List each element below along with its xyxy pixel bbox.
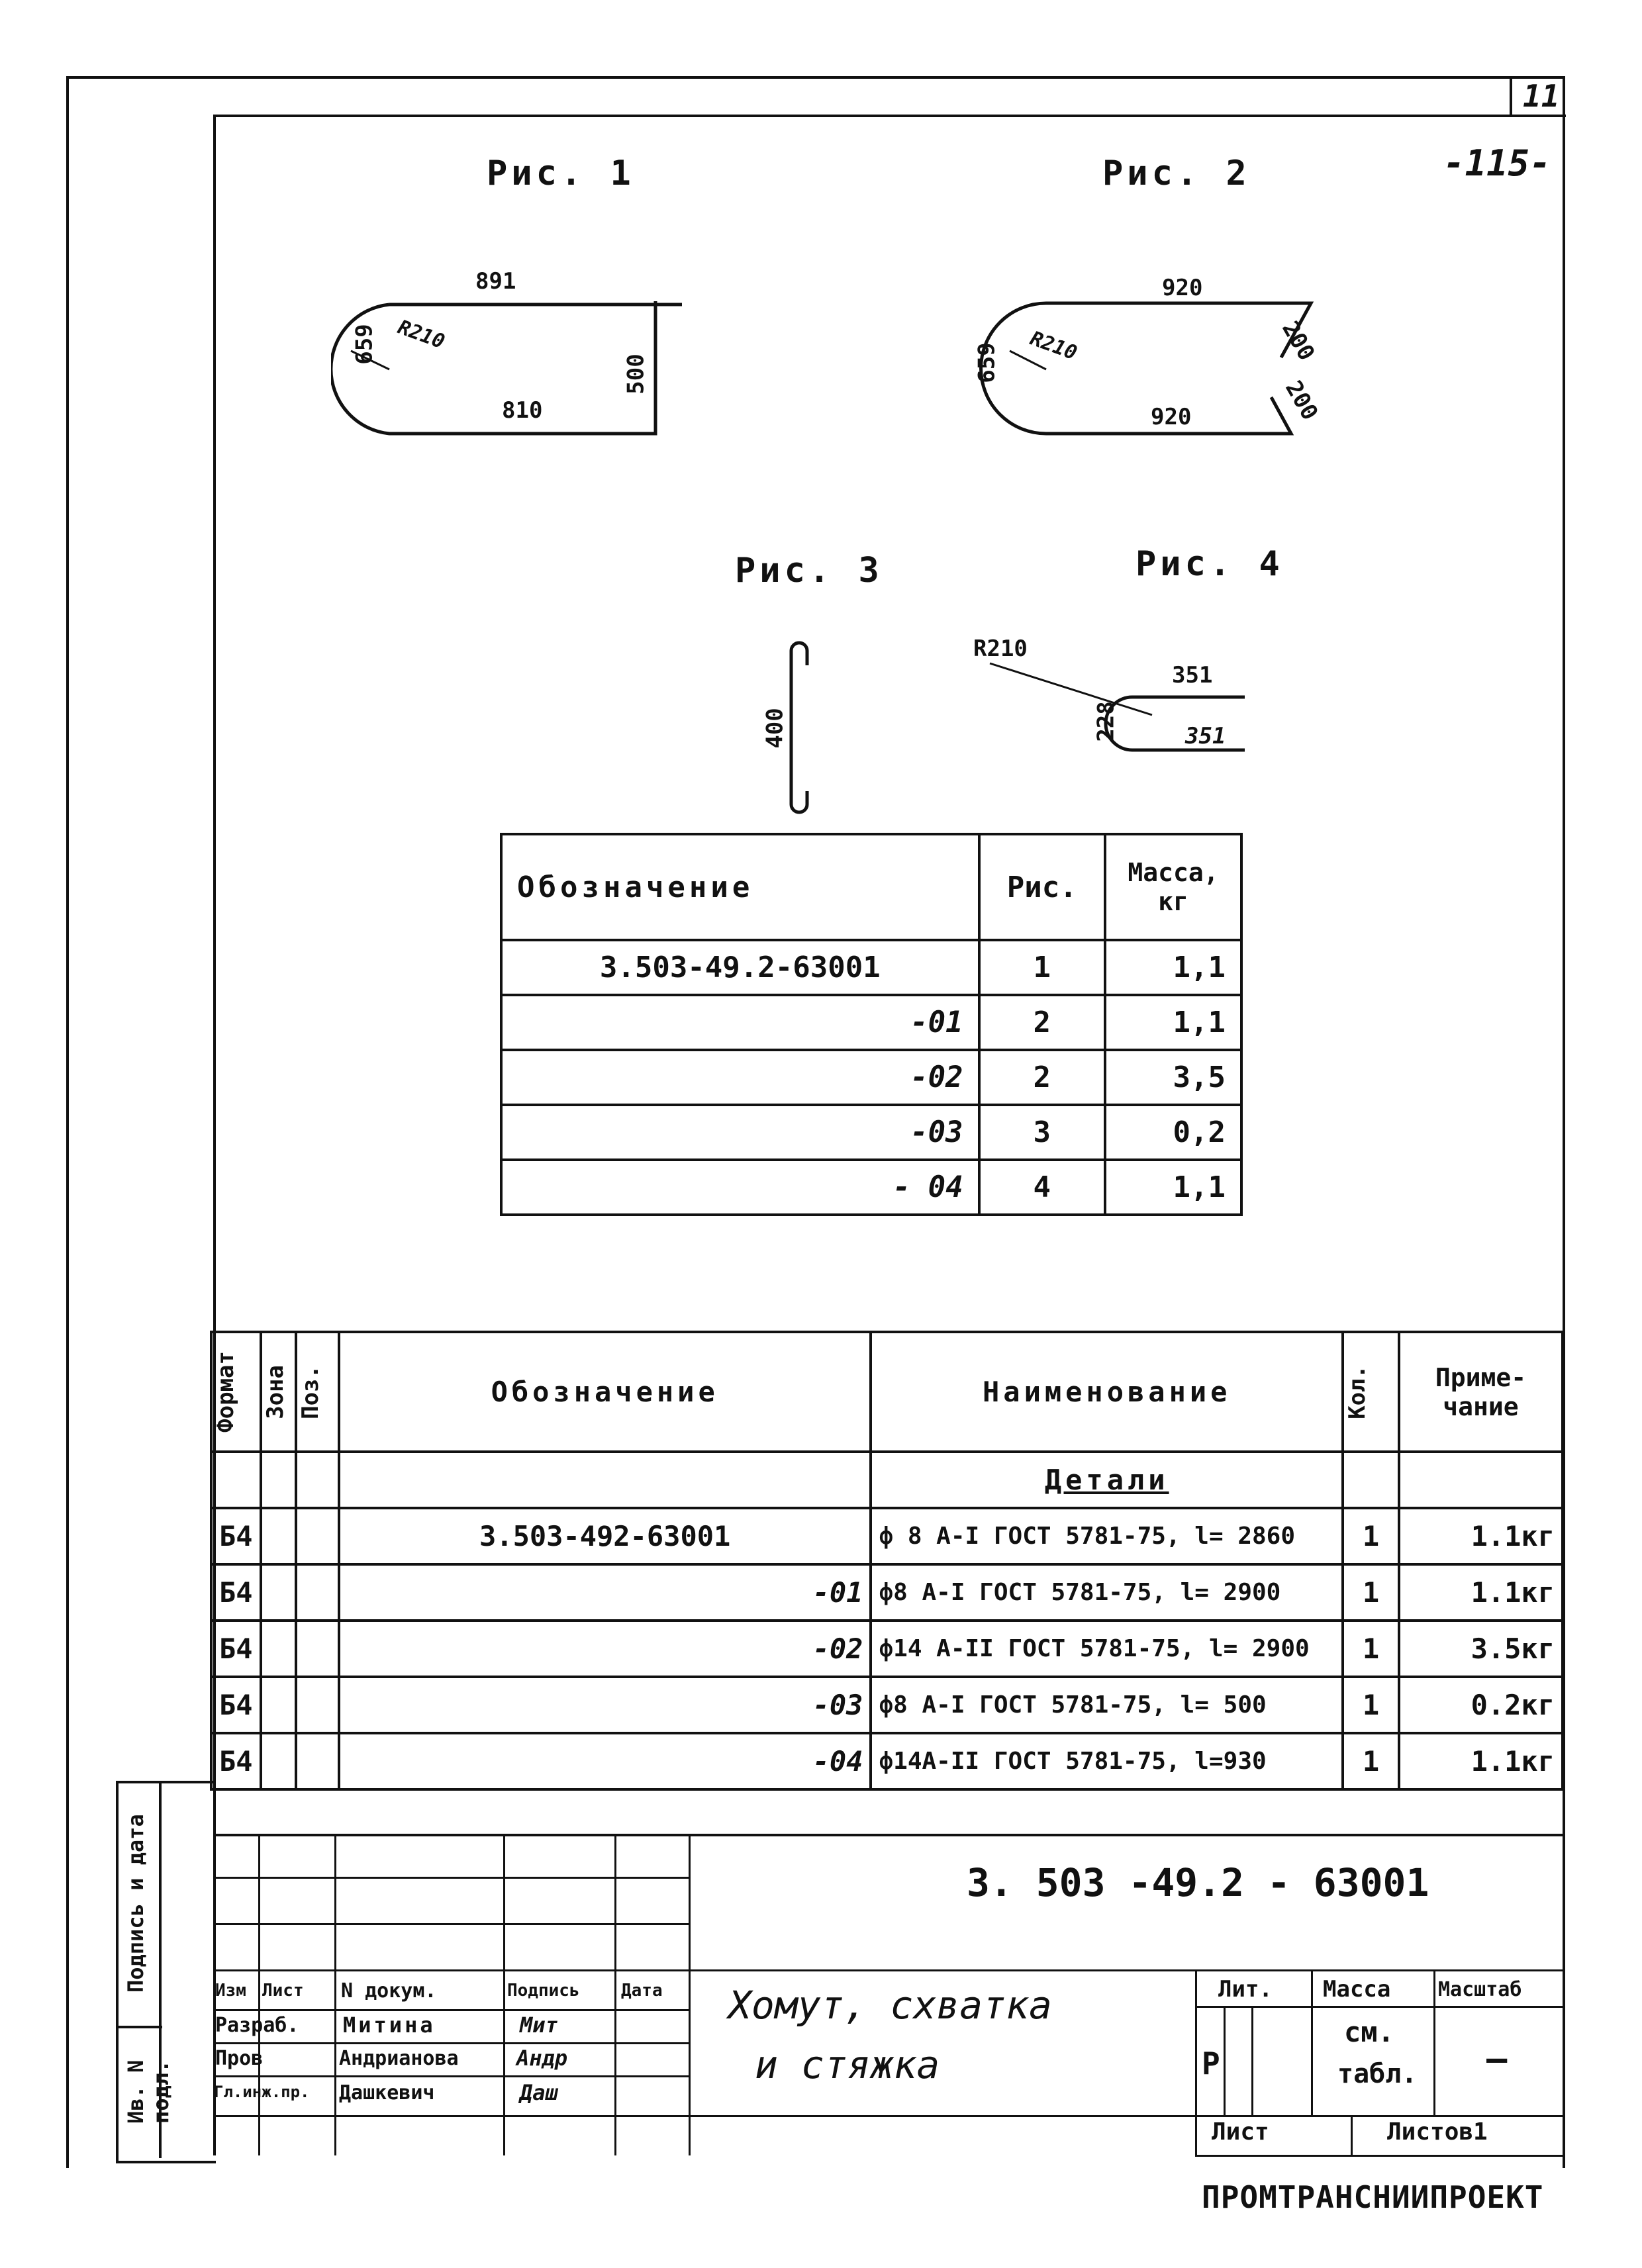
spec-header-format-text: Формат xyxy=(213,1351,239,1433)
tb-org-box-top xyxy=(1195,2155,1564,2157)
spec-header-name: Наименование xyxy=(871,1332,1343,1452)
corner-number: 11 xyxy=(1523,78,1560,114)
tb-hline xyxy=(1195,2006,1564,2008)
mass-row-designation: -03 xyxy=(501,1105,979,1160)
spec-cell-empty xyxy=(261,1508,296,1564)
mass-row-designation: 3.503-49.2-63001 xyxy=(501,940,979,995)
spec-cell-empty xyxy=(261,1564,296,1621)
figure-2-dim-top: 920 xyxy=(1162,275,1203,301)
spec-row-name: ф14 А-II ГОСТ 5781-75, l= 2900 xyxy=(871,1621,1343,1677)
tb-vline xyxy=(1311,1969,1313,2115)
figure-1-dim-height: 659 xyxy=(351,324,378,365)
spec-row-name: ф8 А-I ГОСТ 5781-75, l= 500 xyxy=(871,1677,1343,1733)
figure-2-dim-height: 659 xyxy=(973,342,1000,383)
tb-organization: ПРОМТРАНСНИИПРОЕКТ xyxy=(1202,2179,1544,2215)
spec-row-designation: -01 xyxy=(339,1564,871,1621)
mass-table xyxy=(500,833,1243,1216)
tb-scale-label: Масштаб xyxy=(1438,1978,1522,2001)
spec-table-header xyxy=(211,1332,1563,1452)
spec-row-qty: 1 xyxy=(1343,1508,1399,1564)
tb-vline xyxy=(689,1834,691,2155)
tb-sheet-label: Лист xyxy=(1212,2118,1269,2146)
mass-row-mass: 1,1 xyxy=(1105,1160,1241,1215)
tb-name-chief: Дашкевич xyxy=(339,2081,435,2104)
figure-2-shape xyxy=(981,303,1311,434)
mass-row-designation: -02 xyxy=(501,1050,979,1105)
spec-header-pos xyxy=(296,1332,339,1452)
figure-2-dim-hook1: 200 xyxy=(1277,316,1320,365)
figure-3-dim-length: 400 xyxy=(761,708,789,749)
mass-row-figure: 4 xyxy=(979,1160,1105,1215)
table-row xyxy=(211,1508,1563,1564)
mass-row-designation: -01 xyxy=(501,995,979,1050)
figure-2-dim-bottom: 920 xyxy=(1151,404,1192,430)
tb-label-ndoc: N докум. xyxy=(341,1979,437,2003)
frame-top-line xyxy=(66,76,1564,79)
spec-header-pos-text: Поз. xyxy=(297,1364,324,1419)
spec-row-format: Б4 xyxy=(211,1677,261,1733)
spec-header-zone-text: Зона xyxy=(262,1364,289,1419)
tb-vline xyxy=(1224,2007,1226,2115)
tb-vline xyxy=(1251,2007,1253,2115)
table-row xyxy=(501,1050,1241,1105)
spec-row-name: ф 8 А-I ГОСТ 5781-75, l= 2860 xyxy=(871,1508,1343,1564)
mass-table-header-figure: Рис. xyxy=(979,834,1105,940)
tb-vline xyxy=(1351,2115,1353,2155)
tb-hline xyxy=(213,2042,689,2044)
tb-vline xyxy=(334,1834,336,2155)
spec-header-format xyxy=(211,1332,261,1452)
tb-role-checker: Пров xyxy=(215,2047,264,2070)
tb-name-developer: Митина xyxy=(343,2012,436,2038)
mass-table-header-designation: Обозначение xyxy=(501,834,979,940)
mass-row-figure: 2 xyxy=(979,1050,1105,1105)
tb-mass-value-1: см. xyxy=(1344,2016,1394,2048)
tb-vline xyxy=(1433,1969,1435,2115)
mass-row-mass: 1,1 xyxy=(1105,995,1241,1050)
tb-lit-value: Р xyxy=(1202,2046,1220,2081)
mass-table-header xyxy=(501,834,1241,940)
figure-4-dim-height: 228 xyxy=(1092,701,1120,742)
figure-4-dim-bottom: 351 xyxy=(1185,723,1226,749)
spec-table xyxy=(210,1331,1564,1791)
tb-label-date: Дата xyxy=(621,1981,663,2001)
table-row xyxy=(211,1564,1563,1621)
mass-row-designation: - 04 xyxy=(501,1160,979,1215)
mass-row-figure: 1 xyxy=(979,940,1105,995)
spec-row-qty: 1 xyxy=(1343,1564,1399,1621)
tb-vline xyxy=(1195,1969,1197,2155)
spec-cell-empty xyxy=(261,1621,296,1677)
figure-2-dim-hook2: 200 xyxy=(1280,376,1324,425)
spec-row-format: Б4 xyxy=(211,1508,261,1564)
spec-header-note: Приме-чание xyxy=(1399,1332,1563,1452)
tb-hline xyxy=(213,2115,1564,2117)
figure-4-title: Рис. 4 xyxy=(1135,544,1284,584)
mass-row-figure: 3 xyxy=(979,1105,1105,1160)
tb-sheets-label: Листов1 xyxy=(1387,2118,1488,2146)
tb-hline xyxy=(213,2009,689,2011)
side-label-original: Ив. N подл. xyxy=(123,2059,173,2124)
table-row xyxy=(211,1677,1563,1733)
spec-cell-empty xyxy=(296,1733,339,1789)
frame-inner-top xyxy=(215,115,1566,117)
tb-title-line1: Хомут, схватка xyxy=(728,1983,1052,2028)
spec-cell-empty xyxy=(261,1677,296,1733)
tb-name-checker: Андрианова xyxy=(339,2047,459,2070)
spec-row-note: 1.1кг xyxy=(1399,1733,1563,1789)
spec-cell-empty xyxy=(261,1452,296,1508)
tb-sign-checker: Андр xyxy=(516,2046,568,2071)
spec-header-qty-text: Кол. xyxy=(1343,1364,1371,1419)
spec-row-note: 1.1кг xyxy=(1399,1564,1563,1621)
mass-row-mass: 0,2 xyxy=(1105,1105,1241,1160)
spec-section-row xyxy=(211,1452,1563,1508)
side-label-signature: Подпись и дата xyxy=(123,1814,148,1993)
spec-cell-empty xyxy=(296,1508,339,1564)
figure-4-dim-radius: R210 xyxy=(973,636,1028,662)
tb-sign-developer: Мит xyxy=(520,2012,558,2038)
table-row xyxy=(211,1733,1563,1789)
spec-row-designation: -04 xyxy=(339,1733,871,1789)
mass-table-header-mass: Масса, кг xyxy=(1105,834,1241,940)
tb-doc-code: 3. 503 -49.2 - 63001 xyxy=(967,1860,1429,1905)
mass-row-mass: 1,1 xyxy=(1105,940,1241,995)
tb-vline xyxy=(614,1834,616,2155)
tb-role-developer: Разраб. xyxy=(215,2014,299,2037)
figure-4-radius-line xyxy=(990,663,1152,715)
spec-header-designation: Обозначение xyxy=(339,1332,871,1452)
tb-hline xyxy=(213,1923,689,1925)
tb-sign-chief: Даш xyxy=(520,2080,558,2105)
tb-label-sign: Подпись xyxy=(507,1981,580,2001)
figure-1-dim-bottom: 810 xyxy=(502,397,543,424)
spec-header-qty xyxy=(1343,1332,1399,1452)
tb-vline xyxy=(503,1834,505,2155)
tb-lit-label: Лит. xyxy=(1218,1976,1273,2003)
figure-3-shape xyxy=(791,643,807,812)
spec-section-label: Детали xyxy=(1044,1464,1169,1496)
spec-row-name: ф14А-II ГОСТ 5781-75, l=930 xyxy=(871,1733,1343,1789)
tb-label-izm: Изм xyxy=(215,1981,246,2001)
spec-cell-empty xyxy=(1343,1452,1399,1508)
table-row xyxy=(211,1621,1563,1677)
figure-1-title: Рис. 1 xyxy=(487,154,635,193)
spec-row-qty: 1 xyxy=(1343,1733,1399,1789)
spec-row-format: Б4 xyxy=(211,1733,261,1789)
spec-row-designation: 3.503-492-63001 xyxy=(339,1508,871,1564)
spec-cell-empty xyxy=(1399,1452,1563,1508)
tb-hline xyxy=(213,2075,689,2077)
table-row xyxy=(501,1105,1241,1160)
tb-mass-value-2: табл. xyxy=(1337,2059,1418,2089)
spec-cell-empty xyxy=(296,1677,339,1733)
figure-4-dim-top: 351 xyxy=(1172,662,1213,688)
figure-1-dim-top: 891 xyxy=(475,268,516,295)
spec-row-note: 0.2кг xyxy=(1399,1677,1563,1733)
spec-cell-empty xyxy=(296,1564,339,1621)
tb-scale-value: – xyxy=(1486,2039,1508,2079)
mass-row-figure: 2 xyxy=(979,995,1105,1050)
spec-row-format: Б4 xyxy=(211,1564,261,1621)
spec-cell-empty xyxy=(296,1621,339,1677)
tb-mass-label: Масса xyxy=(1323,1976,1391,2003)
mass-row-mass: 3,5 xyxy=(1105,1050,1241,1105)
spec-row-qty: 1 xyxy=(1343,1677,1399,1733)
tb-vline xyxy=(258,1834,260,2155)
tb-hline xyxy=(213,1969,1564,1971)
figure-2-dim-radius: R210 xyxy=(1027,326,1081,365)
tb-role-chief: Гл.инж.пр. xyxy=(214,2083,310,2101)
spec-row-qty: 1 xyxy=(1343,1621,1399,1677)
tb-hline xyxy=(213,1877,689,1879)
figure-1-dim-radius: R210 xyxy=(395,315,448,354)
table-row xyxy=(501,995,1241,1050)
spec-row-designation: -02 xyxy=(339,1621,871,1677)
table-row xyxy=(501,1160,1241,1215)
figure-2-title: Рис. 2 xyxy=(1102,154,1251,193)
spec-cell-empty xyxy=(261,1733,296,1789)
spec-cell-empty xyxy=(211,1452,261,1508)
spec-cell-empty xyxy=(296,1452,339,1508)
spec-section-cell xyxy=(871,1452,1343,1508)
spec-row-name: ф8 А-I ГОСТ 5781-75, l= 2900 xyxy=(871,1564,1343,1621)
figure-1-dim-right: 500 xyxy=(622,354,650,395)
frame-left-outer xyxy=(66,76,69,2168)
spec-cell-empty xyxy=(339,1452,871,1508)
tb-title-line2: и стяжка xyxy=(755,2042,940,2087)
spec-row-note: 3.5кг xyxy=(1399,1621,1563,1677)
page-mark: -115- xyxy=(1443,142,1551,184)
tb-label-list: Лист xyxy=(262,1981,304,2001)
spec-header-zone xyxy=(261,1332,296,1452)
spec-row-note: 1.1кг xyxy=(1399,1508,1563,1564)
spec-row-format: Б4 xyxy=(211,1621,261,1677)
spec-row-designation: -03 xyxy=(339,1677,871,1733)
side-strip-split xyxy=(116,2026,162,2028)
figure-3-title: Рис. 3 xyxy=(735,551,883,591)
table-row xyxy=(501,940,1241,995)
